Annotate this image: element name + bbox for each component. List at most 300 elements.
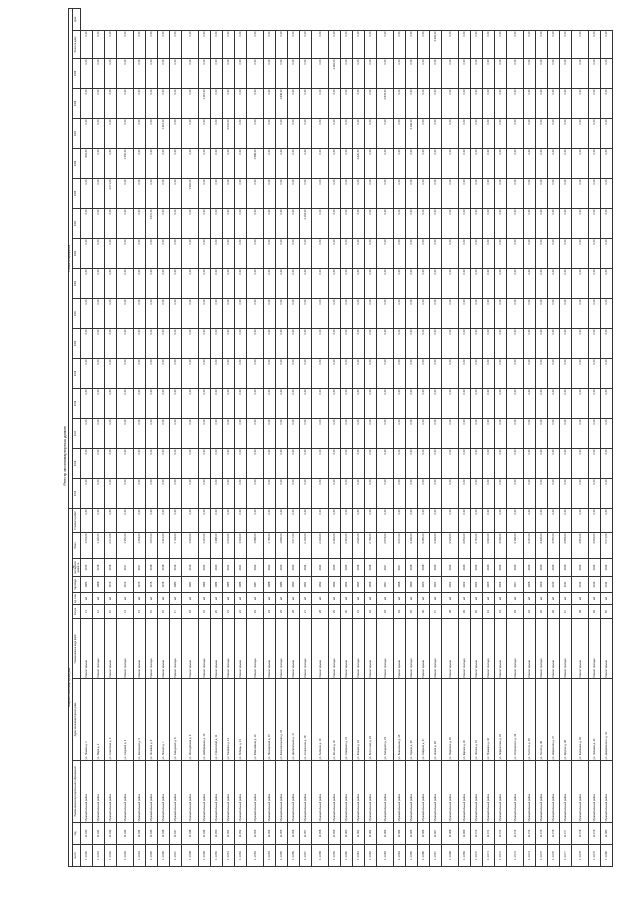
table-cell: 0,00 xyxy=(199,388,211,418)
table-cell: 0,00 xyxy=(146,88,158,118)
table-cell: 1.1.066 xyxy=(418,845,430,867)
table-cell: 0,00 xyxy=(182,328,199,358)
table-row xyxy=(560,8,572,866)
table-cell: 0,00 xyxy=(560,358,572,388)
table-cell: 0,00 xyxy=(507,508,524,532)
table-cell: 0,00 xyxy=(158,328,170,358)
table-cell: м2 xyxy=(548,593,560,605)
table-cell: 11.040 xyxy=(81,823,93,845)
table-cell: 0,00 xyxy=(601,238,613,268)
table-cell: 0,00 xyxy=(601,58,613,88)
table-cell: 2027 xyxy=(377,559,394,577)
table-cell: 0,00 xyxy=(312,478,329,508)
table-cell: 0,00 xyxy=(264,58,276,88)
table-cell: 2009 xyxy=(536,577,548,593)
table-cell: 4 039,00 xyxy=(495,533,507,559)
table-cell: 1.1.069 xyxy=(459,845,471,867)
table-cell: 49 xyxy=(589,605,601,619)
table-cell: 0,00 xyxy=(93,178,105,208)
table-cell: 0,00 xyxy=(459,178,471,208)
table-cell: 0,00 xyxy=(329,448,341,478)
table-cell: 0,00 xyxy=(353,178,365,208)
table-cell: 0,00 xyxy=(134,88,146,118)
table-cell: 1.1.052 xyxy=(235,845,247,867)
table-cell: 14 xyxy=(117,605,134,619)
table-cell: Ремонт фасада xyxy=(377,619,394,679)
table-cell: 0,00 xyxy=(394,448,406,478)
table-cell: 0,00 xyxy=(572,208,589,238)
table-cell: 0,00 xyxy=(276,328,288,358)
table-cell: 0,00 xyxy=(276,388,288,418)
table-cell: 0,00 xyxy=(182,30,199,58)
table-cell: 1.1.045 xyxy=(146,845,158,867)
table-cell: 0,00 xyxy=(495,148,507,178)
table-cell: 1 902,00 xyxy=(182,178,199,208)
table-cell: 0,00 xyxy=(548,358,560,388)
table-cell: 0,00 xyxy=(524,418,536,448)
table-cell: Ремонт крыши xyxy=(182,619,199,679)
table-row xyxy=(312,8,329,866)
table-cell: 0,00 xyxy=(430,448,442,478)
table-cell: 0,00 xyxy=(507,328,524,358)
column-header: Стоимость работ xyxy=(72,508,81,532)
table-cell: 0,00 xyxy=(223,478,235,508)
table-cell: Муниципальный район xyxy=(170,761,182,823)
table-cell: 0,00 xyxy=(495,178,507,208)
table-cell: 0,00 xyxy=(507,298,524,328)
table-cell: 0,00 xyxy=(471,58,483,88)
table-cell: 0,00 xyxy=(170,88,182,118)
table-cell: 0,00 xyxy=(406,358,418,388)
table-cell: Муниципальный район xyxy=(471,761,483,823)
table-cell: Муниципальный район xyxy=(199,761,211,823)
table-cell: 26 xyxy=(288,605,300,619)
table-cell: 0,00 xyxy=(507,58,524,88)
table-cell: м2 xyxy=(312,593,329,605)
table-row xyxy=(264,8,276,866)
table-cell: 0,00 xyxy=(276,358,288,388)
table-cell: м2 xyxy=(560,593,572,605)
table-cell: 0,00 xyxy=(601,148,613,178)
table-row xyxy=(365,8,377,866)
table-cell: 0,00 xyxy=(483,508,495,532)
table-cell: 0,00 xyxy=(199,118,211,148)
table-cell: 2029 xyxy=(507,559,524,577)
table-cell: 0,00 xyxy=(548,418,560,448)
table-cell: 0,00 xyxy=(418,268,430,298)
table-cell: 0,00 xyxy=(117,58,134,88)
table-cell: 0,00 xyxy=(365,208,377,238)
table-cell: 1997 xyxy=(377,577,394,593)
table-cell: 0,00 xyxy=(329,88,341,118)
table-cell: 1 734,00 xyxy=(170,533,182,559)
table-body xyxy=(81,8,613,866)
table-cell: м2 xyxy=(223,593,235,605)
table-cell: 0,00 xyxy=(377,268,394,298)
table-row xyxy=(211,8,223,866)
table-cell: 0,00 xyxy=(601,328,613,358)
table-cell: 0,00 xyxy=(418,448,430,478)
table-cell: 0,00 xyxy=(247,328,264,358)
table-cell: Ремонт крыши xyxy=(524,619,536,679)
table-cell: 0,00 xyxy=(524,328,536,358)
table-cell: ул. Школьная д. 5 xyxy=(134,679,146,761)
table-cell: 0,00 xyxy=(483,388,495,418)
table-cell: 0,00 xyxy=(81,448,93,478)
table-cell: 1 215,00 xyxy=(199,533,211,559)
table-cell: ул. Советская д. 3 xyxy=(105,679,117,761)
table-cell: 0,00 xyxy=(93,508,105,532)
table-cell: 0,00 xyxy=(199,148,211,178)
table-cell: 1.1.055 xyxy=(276,845,288,867)
table-cell: 0,00 xyxy=(223,508,235,532)
table-cell: 0,00 xyxy=(146,388,158,418)
table-cell: 0,00 xyxy=(235,448,247,478)
table-cell: ул. Речная д. 20 xyxy=(329,679,341,761)
table-cell: 0,00 xyxy=(459,448,471,478)
table-cell: 0,00 xyxy=(288,358,300,388)
table-cell: 1.1.040 xyxy=(81,845,93,867)
table-cell: 0,00 xyxy=(134,148,146,178)
table-cell: 0,00 xyxy=(105,208,117,238)
table-cell: 0,00 xyxy=(158,388,170,418)
table-cell: 0,00 xyxy=(199,478,211,508)
table-cell: 2 104,00 xyxy=(300,208,312,238)
table-cell: Муниципальный район xyxy=(507,761,524,823)
table-cell: 1994 xyxy=(341,577,353,593)
table-cell: 2 620,00 xyxy=(353,533,365,559)
table-cell: 1993 xyxy=(329,577,341,593)
table-cell: 0,00 xyxy=(276,30,288,58)
table-cell: 0,00 xyxy=(300,30,312,58)
column-header: 2027 xyxy=(72,118,81,148)
table-cell: 0,00 xyxy=(105,448,117,478)
table-cell: 1 670,00 xyxy=(146,208,158,238)
table-cell: 0,00 xyxy=(247,58,264,88)
table-cell: 0,00 xyxy=(276,268,288,298)
table-cell: 0,00 xyxy=(341,88,353,118)
table-cell: 29 xyxy=(329,605,341,619)
table-cell: 0,00 xyxy=(93,478,105,508)
table-cell: 0,00 xyxy=(93,388,105,418)
table-cell: 0,00 xyxy=(536,148,548,178)
table-cell: 1986 xyxy=(235,577,247,593)
table-cell: 0,00 xyxy=(329,148,341,178)
table-cell: 0,00 xyxy=(536,30,548,58)
table-cell: 0,00 xyxy=(430,88,442,118)
table-cell: 0,00 xyxy=(524,508,536,532)
table-cell: м2 xyxy=(329,593,341,605)
table-cell: 0,00 xyxy=(572,178,589,208)
table-cell: ул. Пионерская д. 15 xyxy=(264,679,276,761)
column-header: 2021 xyxy=(72,298,81,328)
table-cell: 2026 xyxy=(365,559,377,577)
table-cell: 0,00 xyxy=(394,508,406,532)
table-cell: м2 xyxy=(394,593,406,605)
table-cell: 0,00 xyxy=(341,508,353,532)
table-cell: м2 xyxy=(146,593,158,605)
table-cell: 0,00 xyxy=(483,88,495,118)
table-cell: 0,00 xyxy=(377,238,394,268)
table-cell: 1985 xyxy=(223,577,235,593)
table-cell: 2019 xyxy=(170,559,182,577)
table-cell: 0,00 xyxy=(211,478,223,508)
table-cell: ул. Пушкина д. 32 xyxy=(483,679,495,761)
table-cell: 4 426,00 xyxy=(536,533,548,559)
table-cell: 0,00 xyxy=(223,268,235,298)
table-cell: м2 xyxy=(365,593,377,605)
column-header: Всего xyxy=(72,533,81,559)
table-cell: 0,00 xyxy=(105,328,117,358)
table-cell: 40 xyxy=(471,605,483,619)
table-cell: ул. Калинина д. 39 xyxy=(572,679,589,761)
table-cell: 0,00 xyxy=(117,358,134,388)
table-cell: 3 136,00 xyxy=(406,533,418,559)
table-cell: 0,00 xyxy=(81,118,93,148)
table-row xyxy=(459,8,471,866)
table-cell: 0,00 xyxy=(81,58,93,88)
table-cell: 0,00 xyxy=(288,268,300,298)
table-cell: 0,00 xyxy=(572,30,589,58)
table-cell: м2 xyxy=(276,593,288,605)
table-cell: 2021 xyxy=(223,559,235,577)
table-cell: 0,00 xyxy=(394,358,406,388)
table-cell: 0,00 xyxy=(560,478,572,508)
table-row xyxy=(524,8,536,866)
table-cell: 0,00 xyxy=(312,298,329,328)
table-cell: 3 394,00 xyxy=(430,533,442,559)
table-cell: 11.067 xyxy=(430,823,442,845)
table-cell: 0,00 xyxy=(211,448,223,478)
table-cell: 24 xyxy=(264,605,276,619)
table-cell: Муниципальный район xyxy=(93,761,105,823)
table-cell: 0,00 xyxy=(105,30,117,58)
table-cell: 0,00 xyxy=(300,298,312,328)
table-cell: 0,00 xyxy=(288,328,300,358)
table-cell: Муниципальный район xyxy=(377,761,394,823)
table-cell: 10 xyxy=(105,605,117,619)
table-cell: 1989 xyxy=(276,577,288,593)
table-cell: 0,00 xyxy=(572,448,589,478)
table-cell: 0,00 xyxy=(235,30,247,58)
table-cell: ул. Восточная д. 23 xyxy=(365,679,377,761)
table-cell: 0,00 xyxy=(471,508,483,532)
table-cell: 0,00 xyxy=(495,58,507,88)
table-cell: Муниципальный район xyxy=(430,761,442,823)
table-cell: 0,00 xyxy=(471,388,483,418)
table-cell: 0,00 xyxy=(105,508,117,532)
table-cell: 0,00 xyxy=(81,30,93,58)
table-cell: 3 652,00 xyxy=(459,533,471,559)
table-cell: 0,00 xyxy=(560,30,572,58)
table-cell: 0,00 xyxy=(406,328,418,358)
table-cell: 0,00 xyxy=(394,238,406,268)
table-cell: 0,00 xyxy=(264,298,276,328)
table-cell: 0,00 xyxy=(199,238,211,268)
table-cell: 0,00 xyxy=(341,388,353,418)
table-cell: 0,00 xyxy=(459,118,471,148)
table-cell: 0,00 xyxy=(394,30,406,58)
table-cell: 0,00 xyxy=(459,208,471,238)
table-cell: 11.057 xyxy=(300,823,312,845)
column-header: Всего по дому xyxy=(72,30,81,58)
table-cell: 1.1.078 xyxy=(572,845,589,867)
table-cell: 0,00 xyxy=(312,508,329,532)
document xyxy=(62,16,613,867)
table-cell: 2025 xyxy=(329,559,341,577)
table-cell: 0,00 xyxy=(507,148,524,178)
table-cell: 0,00 xyxy=(572,388,589,418)
table-cell: 1.1.057 xyxy=(300,845,312,867)
table-cell: 0,00 xyxy=(312,148,329,178)
table-cell: 2 878,00 xyxy=(377,533,394,559)
table-cell: 0,00 xyxy=(105,58,117,88)
table-cell: 0,00 xyxy=(247,88,264,118)
table-cell: 2022 xyxy=(247,559,264,577)
table-row xyxy=(199,8,211,866)
table-cell: 32 xyxy=(365,605,377,619)
table-cell: 0,00 xyxy=(247,208,264,238)
table-cell: 0,00 xyxy=(247,268,264,298)
table-cell: 0,00 xyxy=(572,298,589,328)
table-cell: 0,00 xyxy=(182,268,199,298)
table-cell: 0,00 xyxy=(329,178,341,208)
table-cell: 0,00 xyxy=(81,418,93,448)
table-cell: 2029 xyxy=(601,559,613,577)
table-cell: 0,00 xyxy=(524,358,536,388)
table-cell: 0,00 xyxy=(548,118,560,148)
table-cell: 0,00 xyxy=(170,268,182,298)
table-cell: 0,00 xyxy=(536,178,548,208)
table-cell: 0,00 xyxy=(182,58,199,88)
table-cell: Ремонт крыши xyxy=(365,619,377,679)
table-cell: Муниципальный район xyxy=(418,761,430,823)
table-row xyxy=(418,8,430,866)
table-cell: 0,00 xyxy=(406,418,418,448)
table-row xyxy=(536,8,548,866)
table-cell: 0,00 xyxy=(601,30,613,58)
table-cell: Ремонт фасада xyxy=(483,619,495,679)
group-header-cost: Стоимость мероприятий xyxy=(69,8,73,508)
table-cell: 0,00 xyxy=(589,58,601,88)
table-cell: 0,00 xyxy=(459,88,471,118)
table-cell: 2019 xyxy=(182,559,199,577)
table-cell: 0,00 xyxy=(199,418,211,448)
table-cell: 11.061 xyxy=(353,823,365,845)
table-cell: ул. Полевая д. 6 xyxy=(146,679,158,761)
table-cell: 2 620,00 xyxy=(353,148,365,178)
table-cell: 0,00 xyxy=(483,118,495,148)
table-cell: ул. Гоголя д. 36 xyxy=(536,679,548,761)
table-cell: Муниципальный район xyxy=(353,761,365,823)
table-cell: Муниципальный район xyxy=(264,761,276,823)
table-cell: ул. Островского д. 34 xyxy=(507,679,524,761)
table-cell: 0,00 xyxy=(589,118,601,148)
table-cell: 1 350,00 xyxy=(117,533,134,559)
table-cell: Муниципальный район xyxy=(211,761,223,823)
table-row xyxy=(442,8,459,866)
table-cell: 11.045 xyxy=(146,823,158,845)
table-cell: 2 031,00 xyxy=(223,118,235,148)
table-cell: 0,00 xyxy=(235,58,247,88)
table-cell: 2029 xyxy=(495,559,507,577)
table-cell: 0,00 xyxy=(353,208,365,238)
table-cell: 1 412,00 xyxy=(158,118,170,148)
table-cell: 0,00 xyxy=(247,358,264,388)
table-cell: 0,00 xyxy=(288,478,300,508)
table-cell: 0,00 xyxy=(471,238,483,268)
table-cell: 2027 xyxy=(394,559,406,577)
table-cell: 0,00 xyxy=(365,508,377,532)
table-cell: 0,00 xyxy=(247,118,264,148)
table-cell: 0,00 xyxy=(146,30,158,58)
table-cell: 0,00 xyxy=(170,30,182,58)
table-cell: 0,00 xyxy=(353,328,365,358)
table-cell: ул. Комсомольская д. 16 xyxy=(276,679,288,761)
table-cell: 1 120,00 xyxy=(93,533,105,559)
table-cell: Муниципальный район xyxy=(341,761,353,823)
table-cell: м2 xyxy=(601,593,613,605)
table-cell: 0,00 xyxy=(483,58,495,88)
table-cell: 0,00 xyxy=(264,328,276,358)
table-cell: 0,00 xyxy=(442,178,459,208)
table-cell: Ремонт фасада xyxy=(353,619,365,679)
table-cell: ул. Толстого д. 35 xyxy=(524,679,536,761)
table-cell: 37 xyxy=(430,605,442,619)
table-cell: 0,00 xyxy=(199,30,211,58)
table-cell: 0,00 xyxy=(223,88,235,118)
table-cell: 0,00 xyxy=(442,30,459,58)
table-cell: 0,00 xyxy=(536,238,548,268)
table-cell: 0,00 xyxy=(471,88,483,118)
table-cell: 0,00 xyxy=(117,328,134,358)
table-cell: 0,00 xyxy=(524,238,536,268)
table-cell: 0,00 xyxy=(223,298,235,328)
table-cell: 0,00 xyxy=(170,298,182,328)
table-cell: 0,00 xyxy=(81,298,93,328)
table-cell: 38 xyxy=(442,605,459,619)
table-cell: 0,00 xyxy=(211,30,223,58)
table-cell: 1981 xyxy=(182,577,199,593)
table-cell: 0,00 xyxy=(601,358,613,388)
table-cell: 2028 xyxy=(418,559,430,577)
column-header: 2025 xyxy=(72,178,81,208)
table-cell: 0,00 xyxy=(365,298,377,328)
table-cell: 2004 xyxy=(471,577,483,593)
table-row xyxy=(572,8,589,866)
table-cell: 0,00 xyxy=(365,178,377,208)
table-cell: м2 xyxy=(572,593,589,605)
table-cell: 33 xyxy=(377,605,394,619)
table-cell: 0,00 xyxy=(329,478,341,508)
column-header: Кол-во xyxy=(72,605,81,619)
table-cell: 0,00 xyxy=(601,208,613,238)
table-cell: Муниципальный район xyxy=(300,761,312,823)
table-cell: м2 xyxy=(442,593,459,605)
table-cell: 3 136,00 xyxy=(406,118,418,148)
table-cell: 2011 xyxy=(560,577,572,593)
table-cell: 1 388,00 xyxy=(211,533,223,559)
table-cell: 0,00 xyxy=(560,148,572,178)
table-cell: 0,00 xyxy=(365,388,377,418)
table-row xyxy=(329,8,341,866)
table-cell: Ремонт фасада xyxy=(560,619,572,679)
table-cell: 11.079 xyxy=(589,823,601,845)
table-cell: Муниципальный район xyxy=(276,761,288,823)
table-cell: 0,00 xyxy=(459,328,471,358)
table-cell: 0,00 xyxy=(182,418,199,448)
table-cell: Ремонт фасада xyxy=(300,619,312,679)
